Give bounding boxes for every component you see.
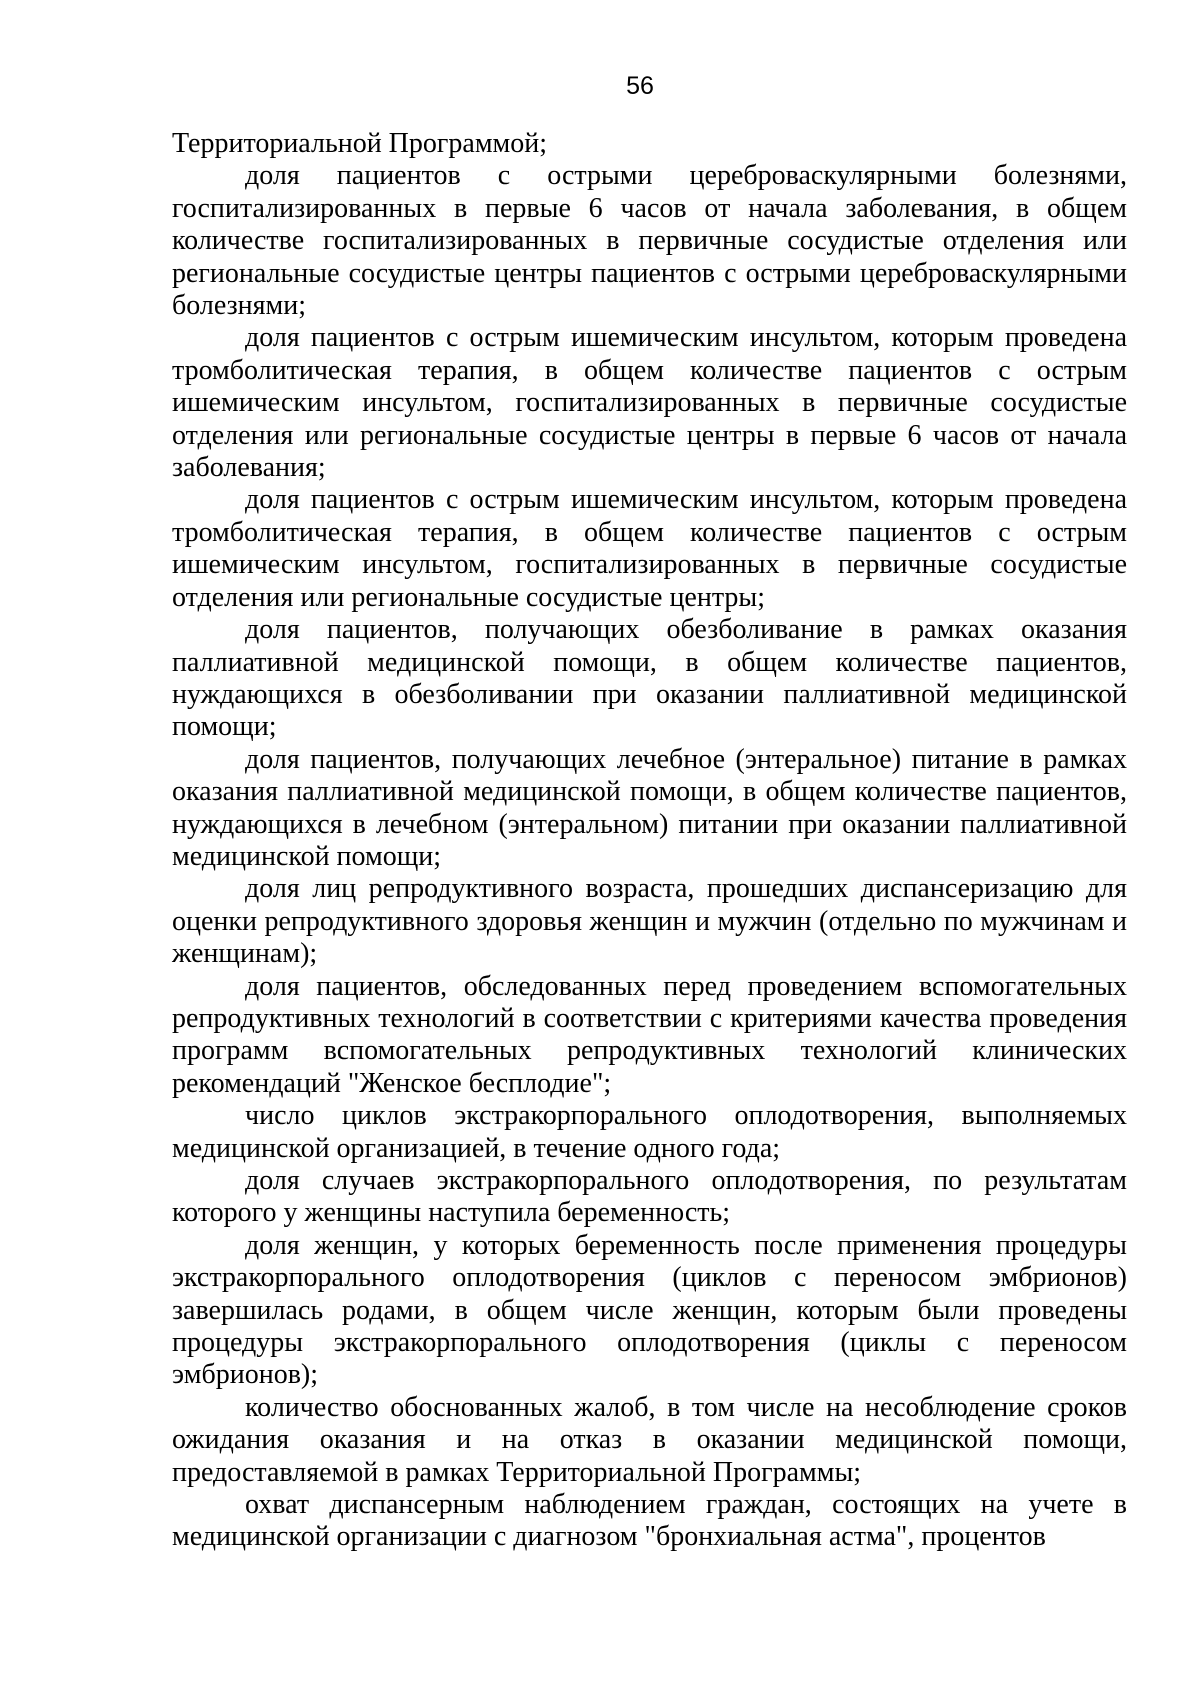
page-number: 56 <box>626 72 654 100</box>
paragraph-reproductive-screening-share: доля лиц репродуктивного возраста, прошедших диспансеризацию для оценки репродуктивного здоровья женщин и мужчин (отдельно по мужчинам и женщинам); <box>172 873 1127 970</box>
paragraph-palliative-analgesia-share: доля пациентов, получающих обезболивание в рамках оказания паллиативной медицинской помощи, в общем количестве пациентов, нуждающихся в обезболивании при оказании паллиативной медицинской помощи; <box>172 614 1127 743</box>
paragraph-stroke-hospitalization-share: доля пациентов с острыми цереброваскулярными болезнями, госпитализированных в первые 6 часов от начала заболевания, в общем количестве госпитализированных в первичные сосудистые отделения или региональные сосудистые центры пациентов с острыми цереброваскулярными болезнями; <box>172 160 1127 322</box>
paragraph-thrombolysis-share: доля пациентов с острым ишемическим инсультом, которым проведена тромболитическая терапия, в общем количестве пациентов с острым ишемическим инсультом, госпитализированных в первичные сосудистые отделения или региональные сосудистые центры; <box>172 484 1127 613</box>
paragraph-asthma-dispensary-coverage: охват диспансерным наблюдением граждан, состоящих на учете в медицинской организации с диагнозом "бронхиальная астма", процентов <box>172 1489 1127 1553</box>
paragraph-palliative-nutrition-share: доля пациентов, получающих лечебное (энтеральное) питание в рамках оказания паллиативной медицинской помощи, в общем количестве пациентов, нуждающихся в лечебном (энтеральном) питании при оказании паллиативной медицинской помощи; <box>172 743 1127 872</box>
paragraph-continuation: Территориальной Программой; <box>172 128 548 159</box>
paragraph-ivf-cycles-count: число циклов экстракорпорального оплодотворения, выполняемых медицинской организацией, в течение одного года; <box>172 1100 1127 1164</box>
document-body <box>172 128 1127 1554</box>
paragraph-thrombolysis-first-6h-share: доля пациентов с острым ишемическим инсультом, которым проведена тромболитическая терапия, в общем количестве пациентов с острым ишемическим инсультом, госпитализированных в первичные сосудистые отделения или региональные сосудистые центры в первые 6 часов от начала заболевания; <box>172 322 1127 484</box>
paragraph-ivf-birth-share: доля женщин, у которых беременность после применения процедуры экстракорпорального оплодотворения (циклов с переносом эмбрионов) завершилась родами, в общем числе женщин, которым были проведены процедуры экстракорпорального оплодотворения (циклы с переносом эмбрионов); <box>172 1229 1127 1391</box>
paragraph-complaints-count: количество обоснованных жалоб, в том числе на несоблюдение сроков ожидания оказания и на отказ в оказании медицинской помощи, предоставляемой в рамках Территориальной Программы; <box>172 1391 1127 1488</box>
paragraph-ivf-pregnancy-share: доля случаев экстракорпорального оплодотворения, по результатам которого у женщины наступила беременность; <box>172 1165 1127 1229</box>
paragraph-art-examination-share: доля пациентов, обследованных перед проведением вспомогательных репродуктивных технологий в соответствии с критериями качества проведения программ вспомогательных репродуктивных технологий клинических рекомендаций "Женское бесплодие"; <box>172 970 1127 1099</box>
